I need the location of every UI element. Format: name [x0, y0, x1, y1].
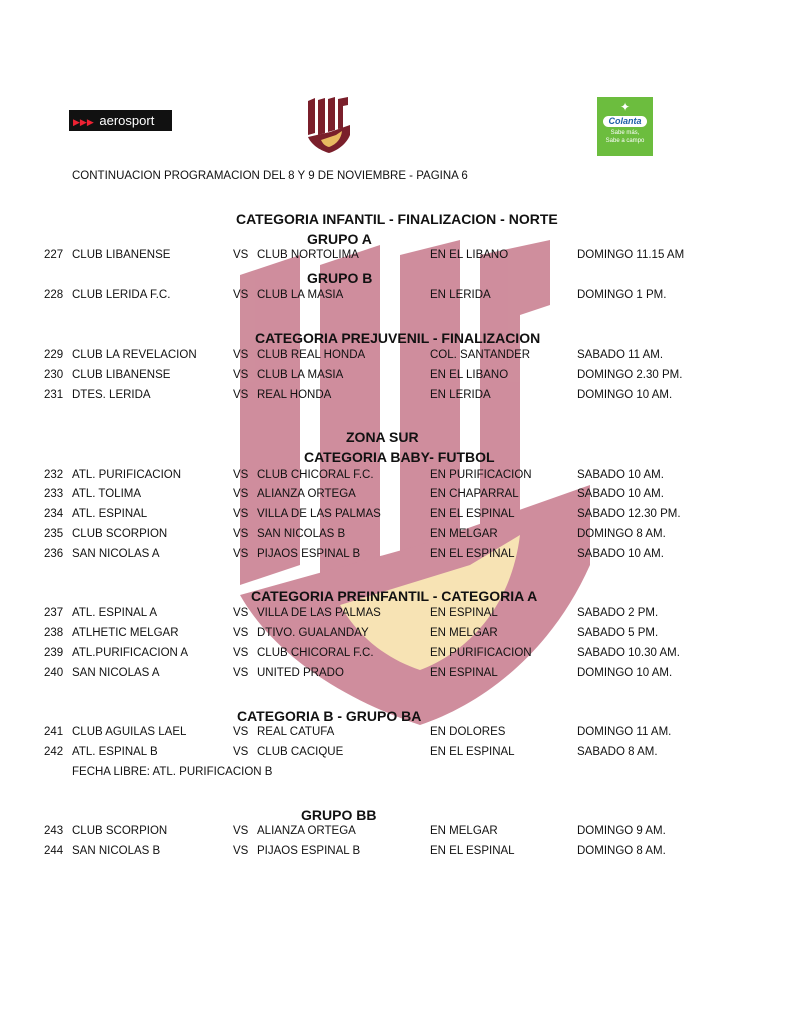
- match-number: 232: [44, 469, 64, 481]
- away-team: CLUB LA MASIA: [257, 289, 344, 301]
- home-team: CLUB SCORPION: [72, 825, 168, 837]
- match-number: 227: [44, 249, 64, 261]
- venue: EN EL ESPINAL: [430, 548, 515, 560]
- venue: EN EL ESPINAL: [430, 508, 515, 520]
- home-team: ATL. ESPINAL B: [72, 746, 158, 758]
- match-number: 233: [44, 488, 64, 500]
- vs-label: VS: [233, 349, 249, 361]
- home-team: ATL. TOLIMA: [72, 488, 142, 500]
- match-row: [0, 624, 791, 642]
- match-time: DOMINGO 2.30 PM.: [577, 369, 683, 381]
- heading-grupo-bb: GRUPO BB: [301, 807, 377, 823]
- home-team: SAN NICOLAS A: [72, 548, 160, 560]
- match-time: SABADO 10 AM.: [577, 548, 664, 560]
- match-row: [0, 842, 791, 860]
- home-team: SAN NICOLAS A: [72, 667, 160, 679]
- venue: EN PURIFICACION: [430, 647, 532, 659]
- away-team: CLUB CHICORAL F.C.: [257, 647, 374, 659]
- match-number: 240: [44, 667, 64, 679]
- home-team: CLUB LERIDA F.C.: [72, 289, 171, 301]
- venue: EN EL ESPINAL: [430, 746, 515, 758]
- colanta-slogan-2: Sabe a campo: [605, 138, 645, 144]
- match-row: [0, 525, 791, 543]
- away-team: ALIANZA ORTEGA: [257, 825, 356, 837]
- match-time: SABADO 10 AM.: [577, 469, 664, 481]
- venue: EN EL ESPINAL: [430, 845, 515, 857]
- away-team: VILLA DE LAS PALMAS: [257, 508, 381, 520]
- home-team: CLUB LA REVELACION: [72, 349, 197, 361]
- match-row: [0, 822, 791, 840]
- page-intro: CONTINUACION PROGRAMACION DEL 8 Y 9 DE NOVIEMBRE - PAGINA 6: [72, 170, 468, 182]
- match-row: [0, 545, 791, 563]
- match-number: 239: [44, 647, 64, 659]
- match-number: 242: [44, 746, 64, 758]
- match-row: [0, 386, 791, 404]
- match-number: 235: [44, 528, 64, 540]
- vs-label: VS: [233, 369, 249, 381]
- heading-prejuvenil: CATEGORIA PREJUVENIL - FINALIZACION: [255, 330, 541, 346]
- home-team: CLUB AGUILAS LAEL: [72, 726, 187, 738]
- match-time: SABADO 2 PM.: [577, 607, 659, 619]
- away-team: CLUB CACIQUE: [257, 746, 344, 758]
- match-row: [0, 346, 791, 364]
- match-row: [0, 485, 791, 503]
- away-team: DTIVO. GUALANDAY: [257, 627, 369, 639]
- vs-label: VS: [233, 667, 249, 679]
- vs-label: VS: [233, 825, 249, 837]
- heading-infantil-norte: CATEGORIA INFANTIL - FINALIZACION - NORTE: [236, 211, 558, 227]
- home-team: ATL. ESPINAL A: [72, 607, 158, 619]
- venue: EN ESPINAL: [430, 667, 498, 679]
- match-time: DOMINGO 10 AM.: [577, 389, 673, 401]
- home-team: ATL. PURIFICACION: [72, 469, 182, 481]
- heading-grupo-b: GRUPO B: [307, 270, 373, 286]
- match-number: 237: [44, 607, 64, 619]
- vs-label: VS: [233, 746, 249, 758]
- away-team: VILLA DE LAS PALMAS: [257, 607, 381, 619]
- heading-categoria-b-ba: CATEGORIA B - GRUPO BA: [237, 708, 422, 724]
- away-team: CLUB CHICORAL F.C.: [257, 469, 374, 481]
- match-row: [0, 246, 791, 264]
- match-row: [0, 743, 791, 761]
- away-team: PIJAOS ESPINAL B: [257, 845, 361, 857]
- match-time: DOMINGO 10 AM.: [577, 667, 673, 679]
- aerosport-logo-text: aerosport: [99, 113, 155, 128]
- heading-baby-futbol: CATEGORIA BABY- FUTBOL: [304, 449, 495, 465]
- match-time: SABADO 5 PM.: [577, 627, 659, 639]
- fecha-libre-note: FECHA LIBRE: ATL. PURIFICACION B: [72, 766, 273, 778]
- venue: EN LERIDA: [430, 389, 491, 401]
- venue: EN MELGAR: [430, 528, 498, 540]
- vs-label: VS: [233, 249, 249, 261]
- match-time: SABADO 8 AM.: [577, 746, 658, 758]
- match-row: [0, 505, 791, 523]
- home-team: ATL.PURIFICACION A: [72, 647, 189, 659]
- heading-zona-sur: ZONA SUR: [346, 429, 419, 445]
- venue: EN CHAPARRAL: [430, 488, 519, 500]
- match-number: 238: [44, 627, 64, 639]
- match-time: SABADO 12.30 PM.: [577, 508, 681, 520]
- match-time: SABADO 11 AM.: [577, 349, 664, 361]
- match-number: 229: [44, 349, 64, 361]
- match-row: [0, 286, 791, 304]
- away-team: SAN NICOLAS B: [257, 528, 346, 540]
- match-number: 234: [44, 508, 64, 520]
- venue: EN ESPINAL: [430, 607, 498, 619]
- match-time: DOMINGO 1 PM.: [577, 289, 667, 301]
- vs-label: VS: [233, 528, 249, 540]
- match-time: DOMINGO 9 AM.: [577, 825, 666, 837]
- vs-label: VS: [233, 548, 249, 560]
- vs-label: VS: [233, 488, 249, 500]
- venue: EN EL LIBANO: [430, 249, 509, 261]
- away-team: REAL CATUFA: [257, 726, 335, 738]
- home-team: DTES. LERIDA: [72, 389, 151, 401]
- match-row: [0, 664, 791, 682]
- match-time: SABADO 10.30 AM.: [577, 647, 680, 659]
- away-team: CLUB REAL HONDA: [257, 349, 366, 361]
- away-team: REAL HONDA: [257, 389, 332, 401]
- home-team: SAN NICOLAS B: [72, 845, 161, 857]
- venue: COL. SANTANDER: [430, 349, 531, 361]
- match-time: DOMINGO 8 AM.: [577, 845, 666, 857]
- league-crest-logo: [306, 95, 352, 155]
- aerosport-logo: [69, 110, 172, 131]
- away-team: UNITED PRADO: [257, 667, 344, 679]
- vs-label: VS: [233, 389, 249, 401]
- match-time: DOMINGO 8 AM.: [577, 528, 666, 540]
- vs-label: VS: [233, 726, 249, 738]
- venue: EN PURIFICACION: [430, 469, 532, 481]
- vs-label: VS: [233, 647, 249, 659]
- home-team: CLUB SCORPION: [72, 528, 168, 540]
- match-time: SABADO 10 AM.: [577, 488, 664, 500]
- match-number: 243: [44, 825, 64, 837]
- play-arrows-icon: ▶▶▶: [73, 117, 94, 127]
- venue: EN MELGAR: [430, 825, 498, 837]
- match-row: [0, 366, 791, 384]
- venue: EN DOLORES: [430, 726, 506, 738]
- colanta-logo: [597, 97, 653, 156]
- home-team: CLUB LIBANENSE: [72, 249, 171, 261]
- away-team: CLUB NORTOLIMA: [257, 249, 359, 261]
- colanta-slogan-1: Sabe más,: [610, 130, 640, 136]
- vs-label: VS: [233, 845, 249, 857]
- cow-icon: ✦: [619, 100, 631, 114]
- vs-label: VS: [233, 289, 249, 301]
- vs-label: VS: [233, 607, 249, 619]
- match-number: 236: [44, 548, 64, 560]
- away-team: PIJAOS ESPINAL B: [257, 548, 361, 560]
- vs-label: VS: [233, 469, 249, 481]
- match-time: DOMINGO 11 AM.: [577, 726, 672, 738]
- venue: EN EL LIBANO: [430, 369, 509, 381]
- away-team: CLUB LA MASIA: [257, 369, 344, 381]
- heading-preinfantil: CATEGORIA PREINFANTIL - CATEGORIA A: [251, 588, 538, 604]
- vs-label: VS: [233, 627, 249, 639]
- colanta-brand-text: Colanta: [603, 116, 647, 127]
- match-time: DOMINGO 11.15 AM: [577, 249, 685, 261]
- match-number: 241: [44, 726, 64, 738]
- match-row: [0, 466, 791, 484]
- match-row: [0, 604, 791, 622]
- venue: EN MELGAR: [430, 627, 498, 639]
- home-team: ATLHETIC MELGAR: [72, 627, 179, 639]
- vs-label: VS: [233, 508, 249, 520]
- match-number: 228: [44, 289, 64, 301]
- match-number: 244: [44, 845, 64, 857]
- home-team: CLUB LIBANENSE: [72, 369, 171, 381]
- match-number: 231: [44, 389, 64, 401]
- match-row: [0, 723, 791, 741]
- venue: EN LERIDA: [430, 289, 491, 301]
- heading-grupo-a: GRUPO A: [307, 231, 372, 247]
- match-number: 230: [44, 369, 64, 381]
- away-team: ALIANZA ORTEGA: [257, 488, 356, 500]
- home-team: ATL. ESPINAL: [72, 508, 148, 520]
- match-row: [0, 644, 791, 662]
